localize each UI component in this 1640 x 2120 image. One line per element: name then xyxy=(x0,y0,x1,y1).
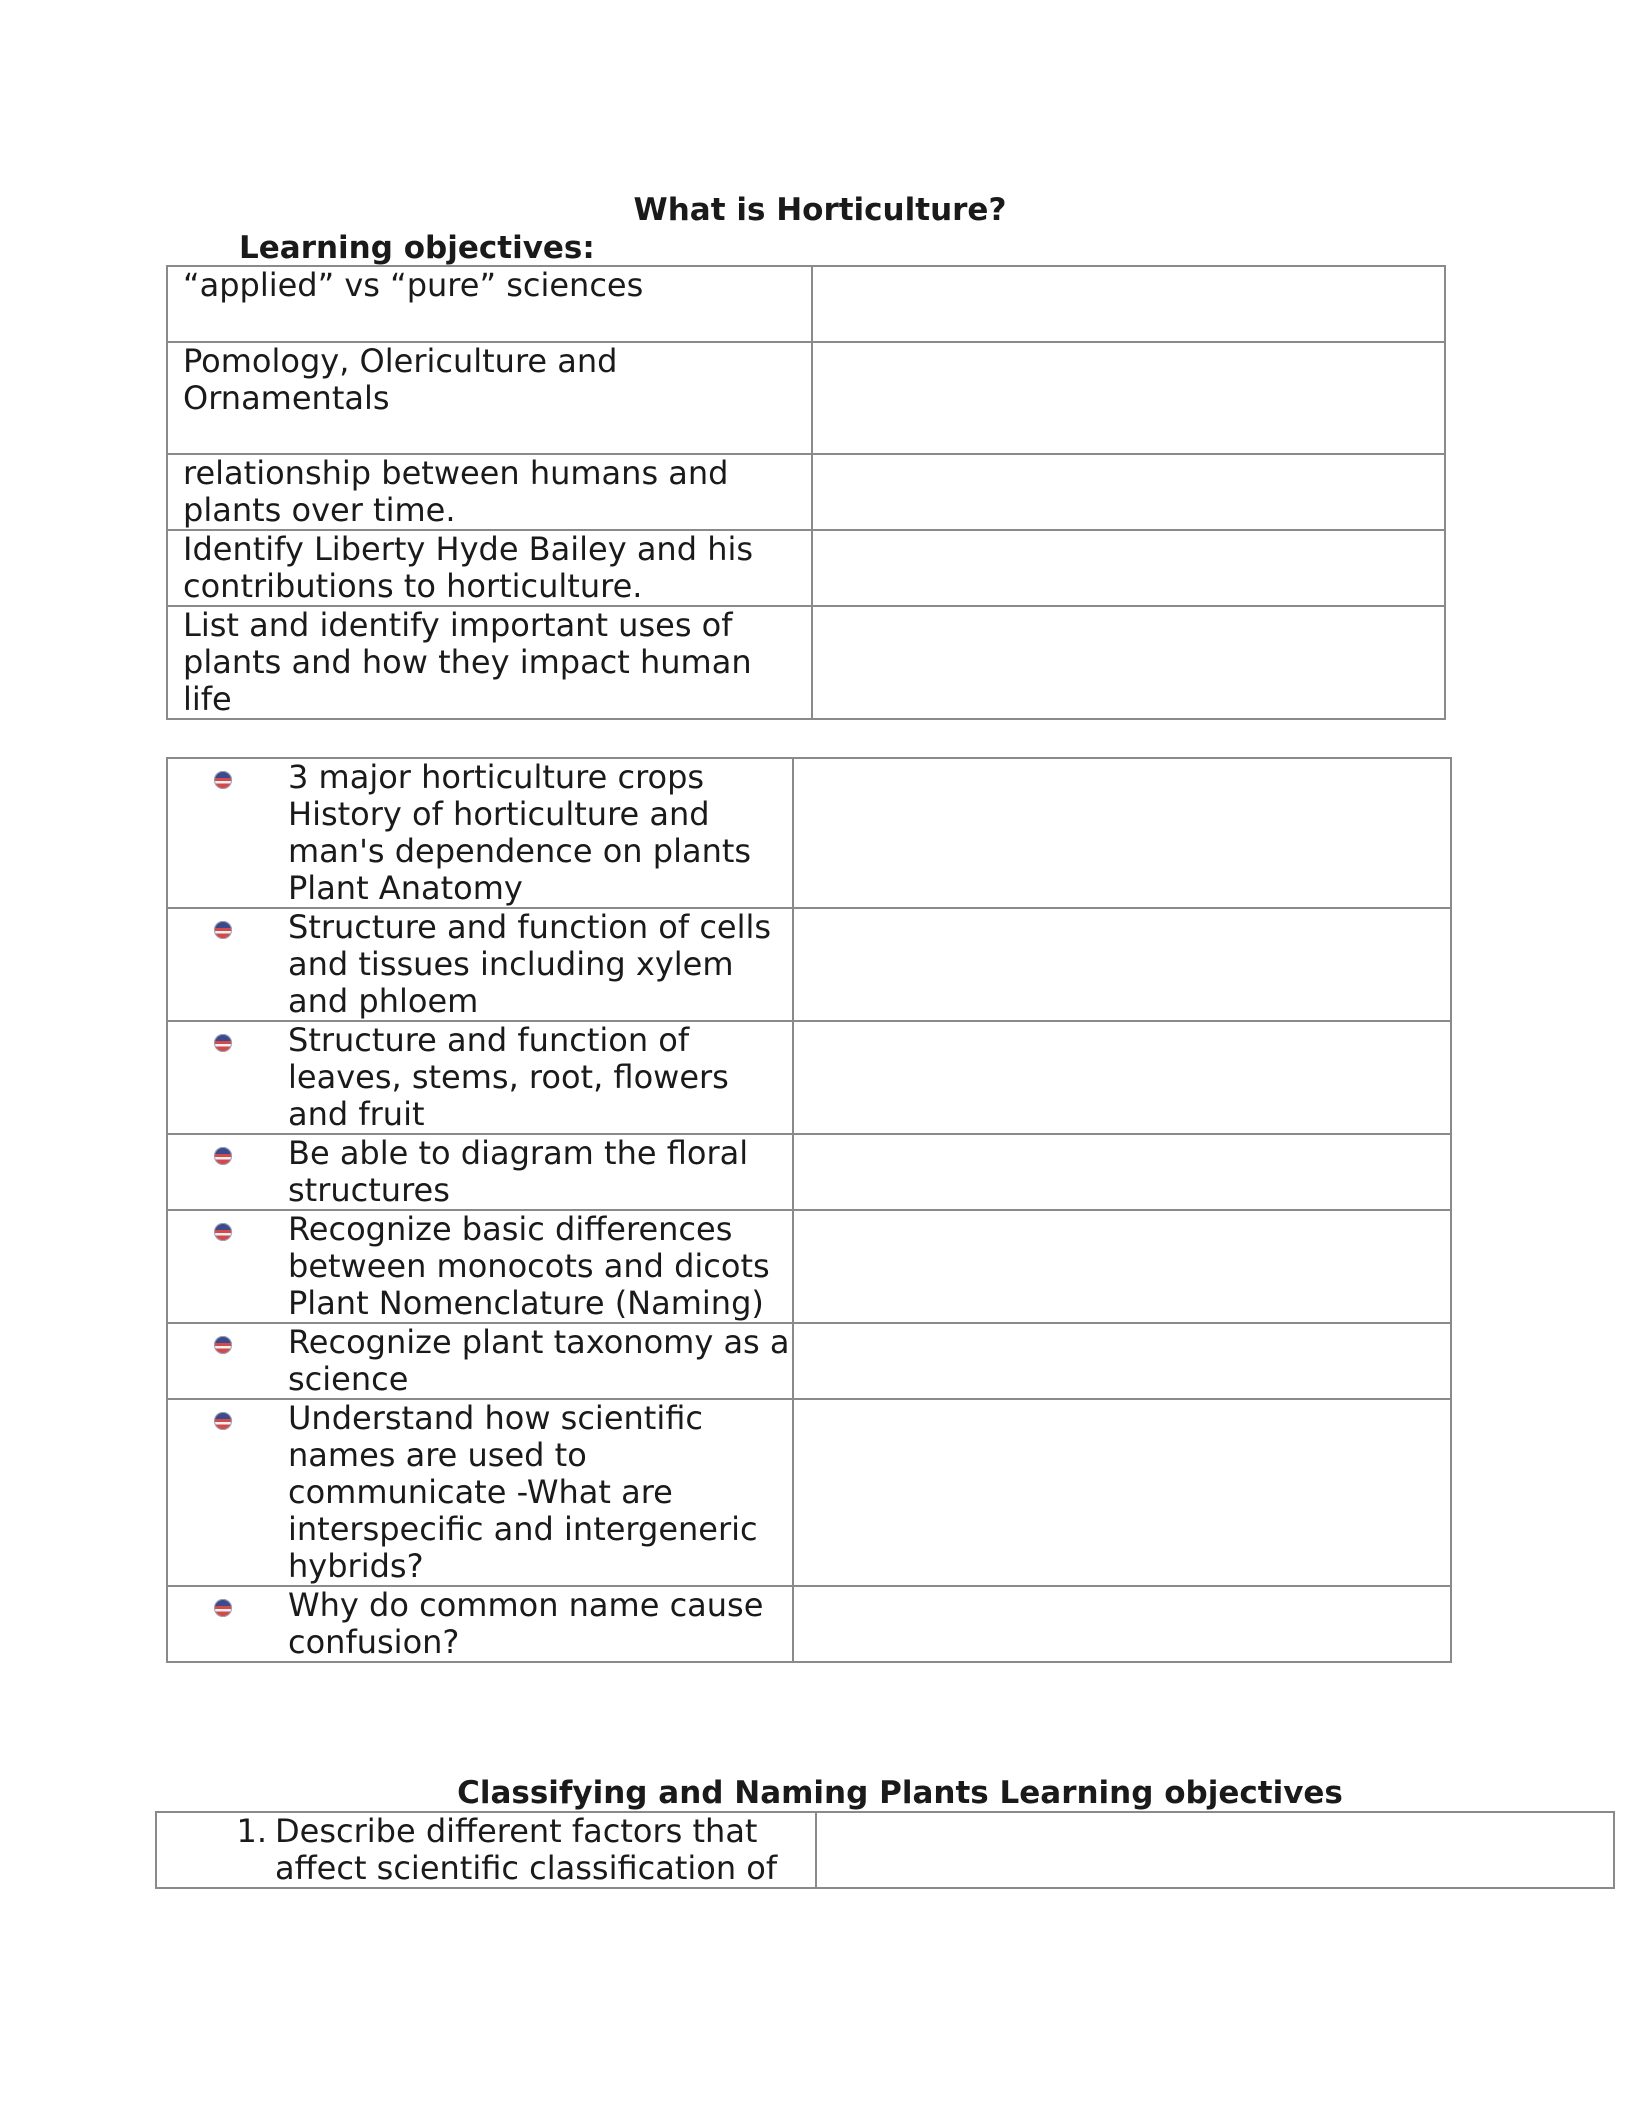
list-number: 1. xyxy=(236,1812,267,1850)
flag-bullet-icon xyxy=(168,759,288,907)
answer-cell[interactable] xyxy=(793,1134,1451,1210)
answer-cell[interactable] xyxy=(812,454,1445,530)
table-row xyxy=(167,1586,1451,1662)
document-title: What is Horticulture? xyxy=(633,192,1007,228)
table-row xyxy=(167,908,1451,1021)
section-heading-classifying: Classifying and Naming Plants Learning objectives xyxy=(457,1775,1343,1811)
table-row xyxy=(167,342,1445,454)
table-row xyxy=(167,1210,1451,1323)
objective-text: Understand how scientific names are used to communicate -What are interspecific and intergeneric hybrids? xyxy=(288,1399,758,1585)
table-row xyxy=(156,1812,1614,1888)
objective-cell: List and identify important uses of plants and how they impact human life xyxy=(167,606,812,719)
objective-cell xyxy=(167,1586,793,1662)
flag-bullet-icon xyxy=(168,1022,288,1133)
answer-cell[interactable] xyxy=(812,266,1445,342)
table-row xyxy=(167,1134,1451,1210)
table-row xyxy=(167,454,1445,530)
objective-cell: “applied” vs “pure” sciences xyxy=(167,266,812,342)
objective-cell xyxy=(167,758,793,908)
answer-cell[interactable] xyxy=(793,758,1451,908)
objective-text: Structure and function of leaves, stems, root, flowers and fruit xyxy=(288,1021,729,1133)
objective-cell xyxy=(167,1134,793,1210)
objective-cell: Pomology, Olericulture and Ornamentals xyxy=(167,342,812,454)
objectives-table-2 xyxy=(166,757,1452,1663)
table-row xyxy=(167,606,1445,719)
objective-cell: relationship between humans and plants over time. xyxy=(167,454,812,530)
objective-cell xyxy=(167,1399,793,1586)
flag-bullet-icon xyxy=(168,1135,288,1209)
table-row xyxy=(167,530,1445,606)
objective-text: Recognize basic differences between monocots and dicots Plant Nomenclature (Naming) xyxy=(288,1210,770,1322)
objective-cell xyxy=(167,908,793,1021)
objective-text: Be able to diagram the floral structures xyxy=(288,1134,749,1209)
flag-bullet-icon xyxy=(168,1587,288,1661)
answer-cell[interactable] xyxy=(793,1210,1451,1323)
learning-objectives-heading: Learning objectives: xyxy=(239,230,595,266)
answer-cell[interactable] xyxy=(812,530,1445,606)
answer-cell[interactable] xyxy=(793,1021,1451,1134)
answer-cell[interactable] xyxy=(816,1812,1614,1888)
answer-cell[interactable] xyxy=(812,342,1445,454)
objective-cell: Identify Liberty Hyde Bailey and his contributions to horticulture. xyxy=(167,530,812,606)
objective-text: Recognize plant taxonomy as a science xyxy=(288,1323,790,1398)
objective-cell xyxy=(167,1021,793,1134)
objective-cell xyxy=(167,1323,793,1399)
objectives-table-3 xyxy=(155,1811,1615,1889)
objective-text: Structure and function of cells and tissues including xylem and phloem xyxy=(288,908,772,1020)
objectives-table-1 xyxy=(166,265,1446,720)
objective-text: 3 major horticulture crops History of horticulture and man's dependence on plants Plant Anatomy xyxy=(288,758,752,907)
answer-cell[interactable] xyxy=(793,1399,1451,1586)
answer-cell[interactable] xyxy=(793,1586,1451,1662)
table-row xyxy=(167,1399,1451,1586)
table-row xyxy=(167,1021,1451,1134)
answer-cell[interactable] xyxy=(793,1323,1451,1399)
flag-bullet-icon xyxy=(168,1324,288,1398)
table-row xyxy=(167,758,1451,908)
flag-bullet-icon xyxy=(168,1400,288,1585)
objective-text: Why do common name cause confusion? xyxy=(288,1586,764,1661)
table-row xyxy=(167,266,1445,342)
answer-cell[interactable] xyxy=(812,606,1445,719)
objective-cell xyxy=(167,1210,793,1323)
objective-cell xyxy=(156,1812,816,1888)
answer-cell[interactable] xyxy=(793,908,1451,1021)
table-row xyxy=(167,1323,1451,1399)
flag-bullet-icon xyxy=(168,909,288,1020)
objective-text: Describe different factors that affect scientific classification of xyxy=(275,1812,778,1887)
flag-bullet-icon xyxy=(168,1211,288,1322)
